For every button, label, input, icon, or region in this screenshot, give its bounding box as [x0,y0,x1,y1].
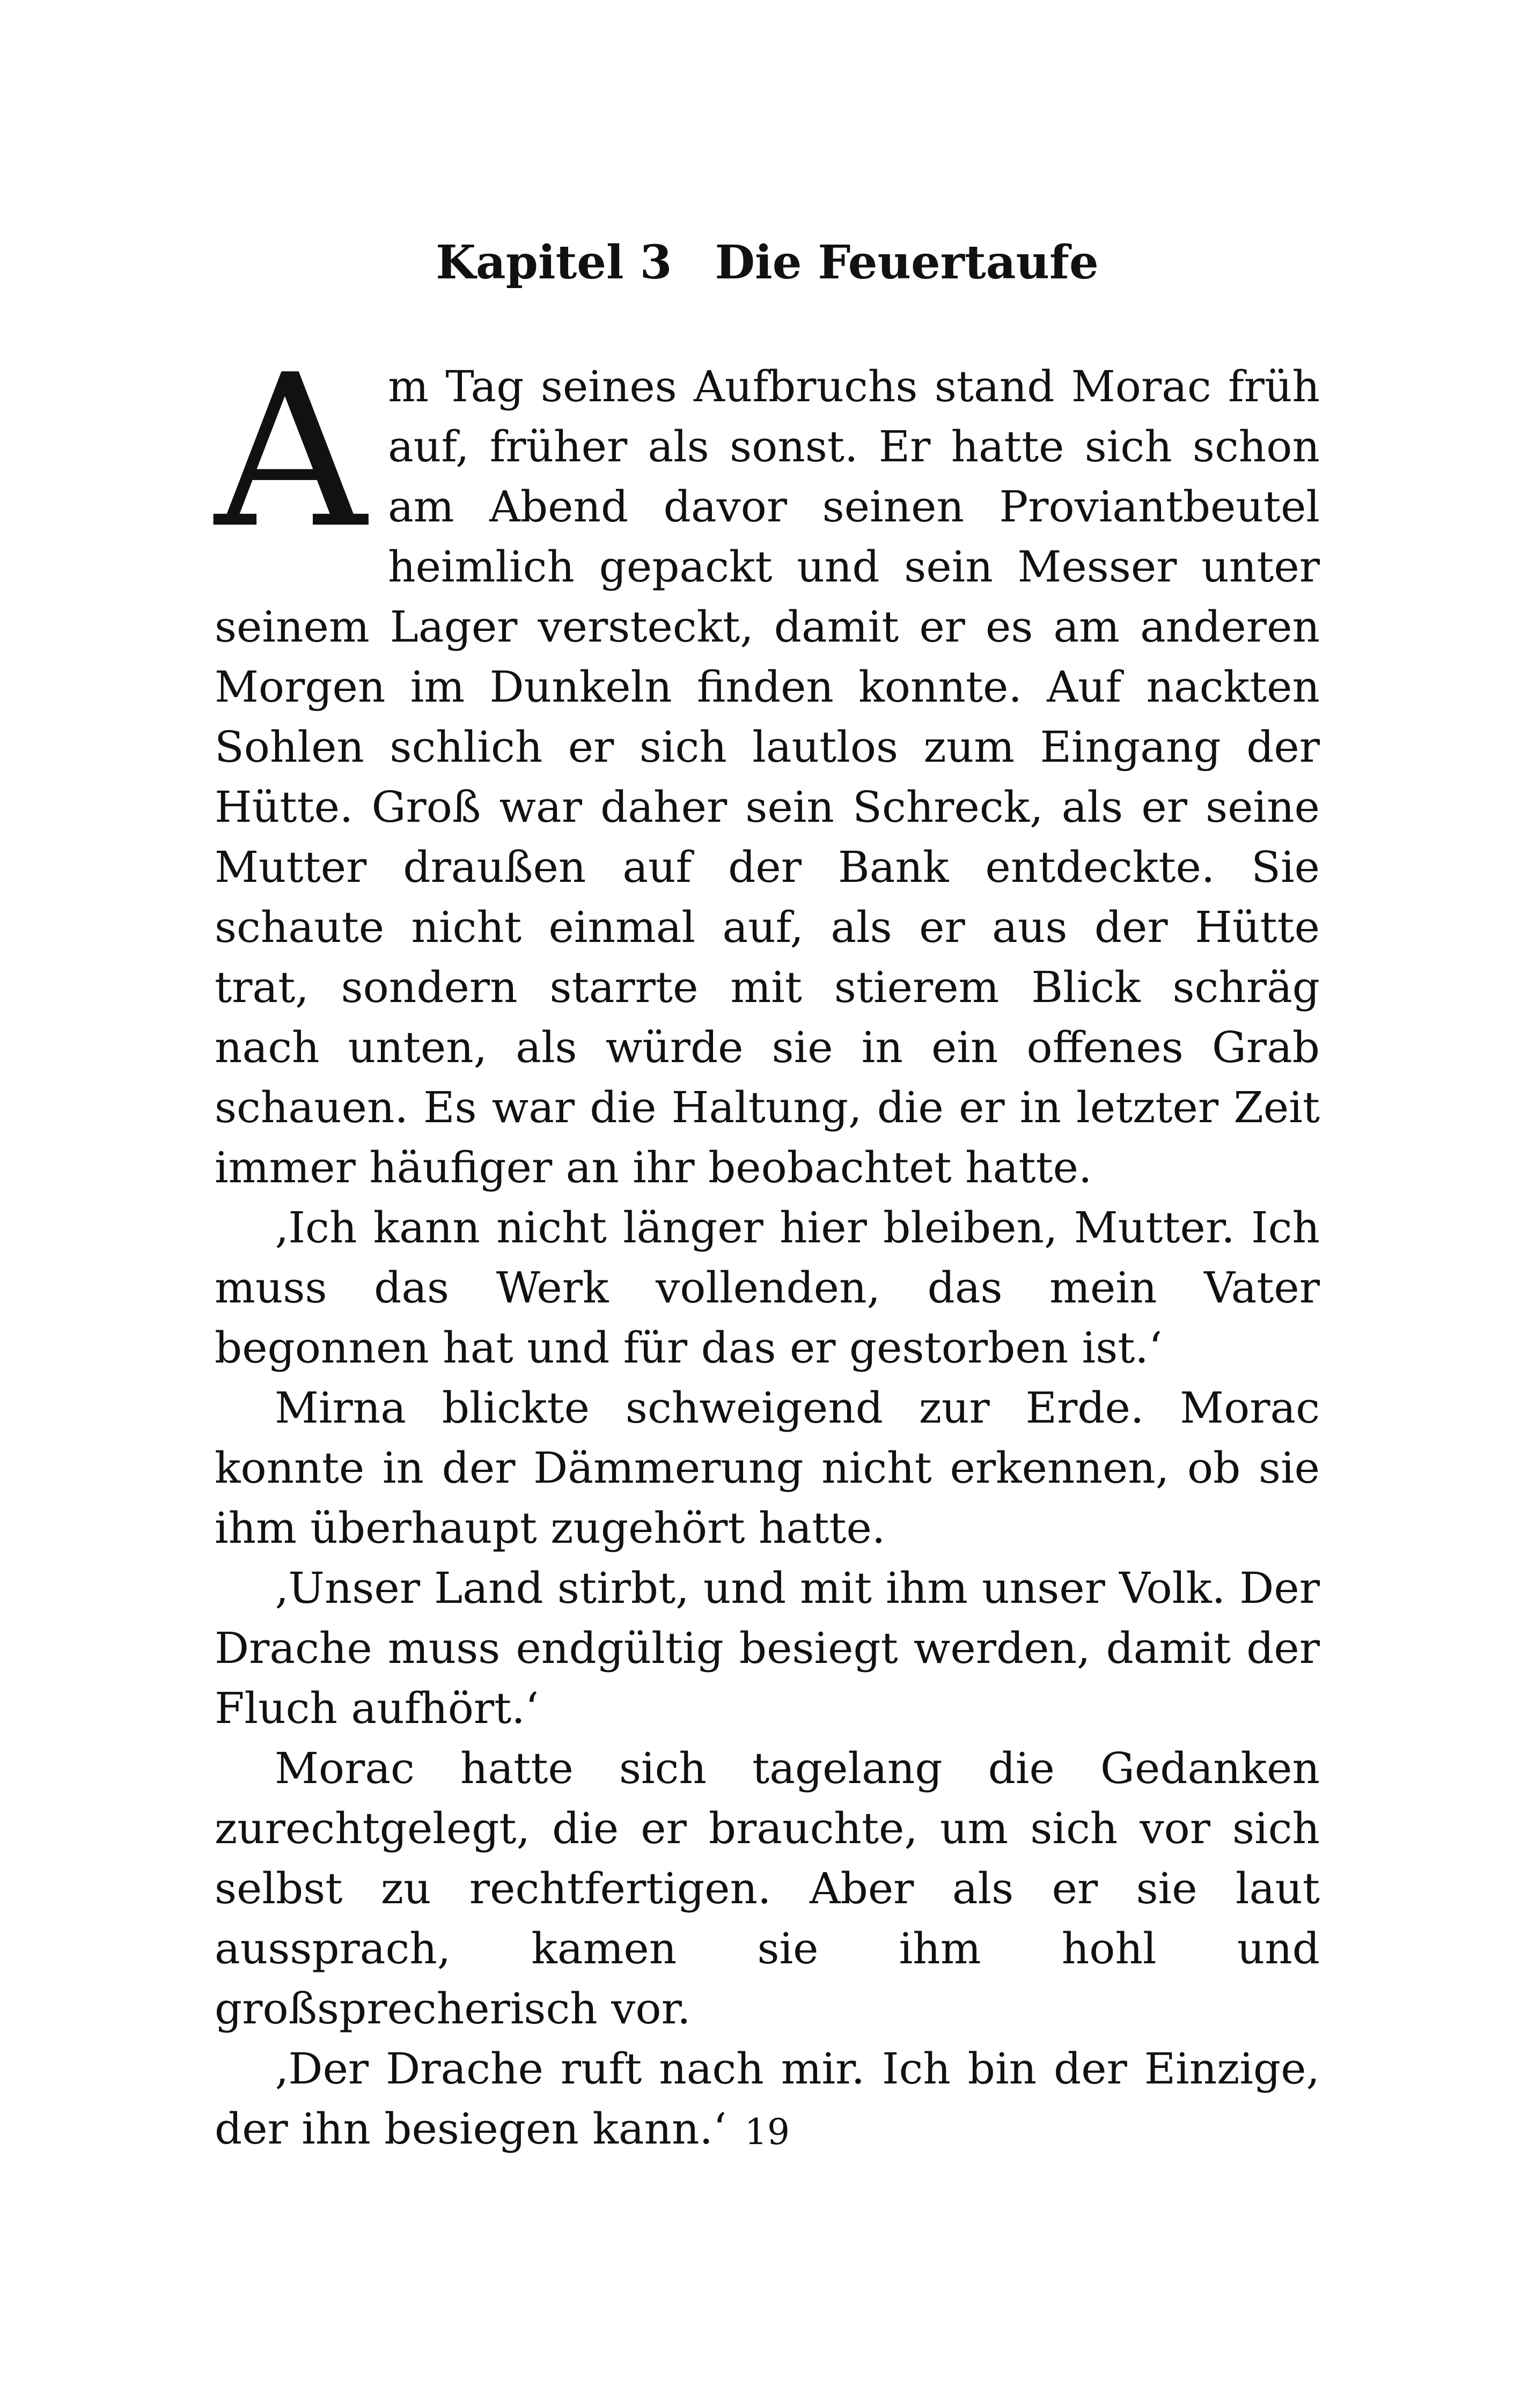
paragraph-6: ‚Der Drache ruft nach mir. Ich bin der Einzige, der ihn besiegen kann.‘ [215,2044,1320,2154]
paragraph-5: Morac hatte sich tagelang die Gedanken zurechtgelegt, die er brauchte, um sich vor sich selbst zu rechtfertigen. Aber als er sie laut aussprach, kamen sie ihm hohl und großsprecherisch vor. [215,1743,1320,2034]
paragraph-text: m Tag seines Aufbruchs stand Morac früh auf, früher als sonst. Er hatte sich schon am Abend davor seinen Proviantbeutel heimlich gepackt und sein Messer unter seinem Lager versteckt, damit er es am anderen Morgen im Dunkeln finden konnte. Auf nackten Sohlen schlich er sich lautlos zum Eingang der Hütte. Groß war daher sein Schreck, als er seine Mutter draußen auf der Bank entdeckte. Sie schaute nicht einmal auf, als er aus der Hütte trat, sondern starrte mit stierem Blick schräg nach unten, als würde sie in ein offenes Grab schauen. Es war die Haltung, die er in letzter Zeit immer häufiger an ihr beobachtet hatte. [215,362,1320,1192]
body-text [215,330,1320,2159]
chapter-heading [215,231,1320,295]
page-number: 19 [745,2111,790,2153]
paragraph-4: ‚Unser Land stirbt, und mit ihm unser Volk. Der Drache muss endgültig besiegt werden, damit der Fluch aufhört.‘ [215,1563,1320,1733]
paragraph-3: Mirna blickte schweigend zur Erde. Morac konnte in der Dämmerung nicht erkennen, ob sie ihm überhaupt zugehört hatte. [215,1383,1320,1553]
paragraph-1 [215,330,1320,1198]
paragraph-2: ‚Ich kann nicht länger hier bleiben, Mutter. Ich muss das Werk vollenden, das mein Vater begonnen hat und für das er gestorben ist.‘ [215,1203,1320,1373]
chapter-number: Kapitel 3 [436,235,672,290]
drop-cap: A [215,330,367,575]
chapter-title: Die Feuertaufe [715,235,1099,290]
